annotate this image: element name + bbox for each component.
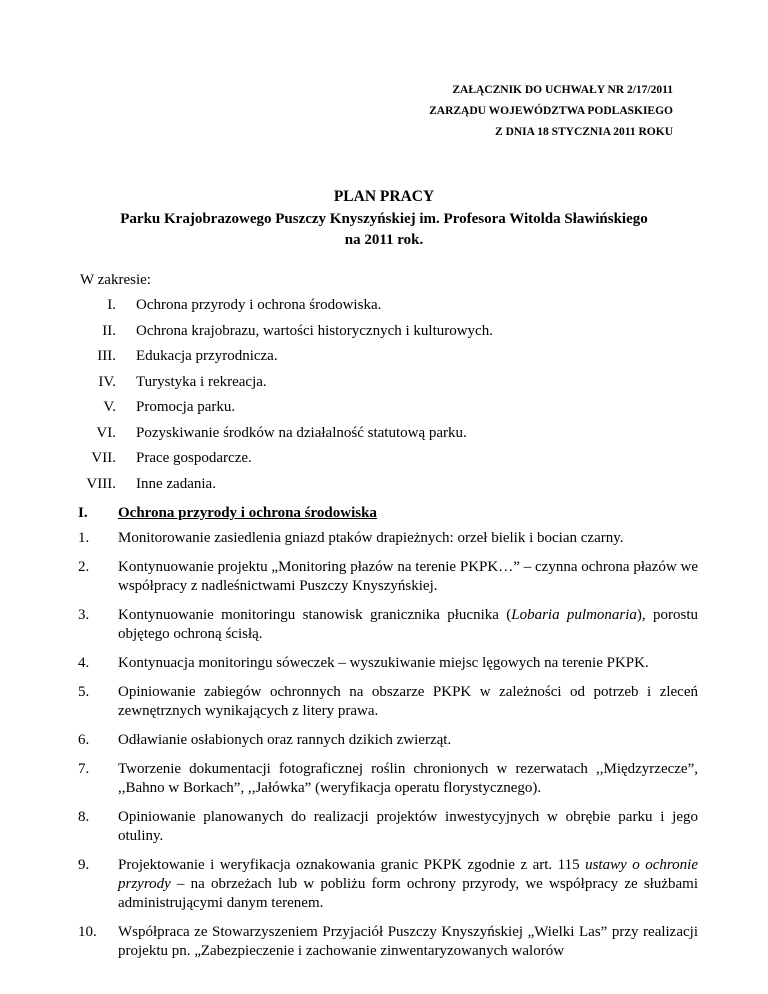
scope-item: [80, 374, 700, 400]
task-number: 10.: [78, 924, 97, 940]
header-line-1: ZAŁĄCZNIK DO UCHWAŁY NR 2/17/2011: [452, 84, 673, 96]
scope-item-number: VII.: [91, 450, 116, 466]
task-text: Monitorowanie zasiedlenia gniazd ptaków drapieżnych: orzeł bielik i bocian czarny.: [118, 530, 624, 546]
task-text-part: – na obrzeżach lub w pobliżu form ochrony przyrody, we współpracy ze służbami administrującymi danym terenem.: [118, 876, 698, 911]
task-number: 4.: [78, 655, 90, 671]
scope-item-number: II.: [102, 322, 116, 339]
task-text: Odławianie osłabionych oraz rannych dzikich zwierząt.: [118, 732, 452, 748]
task-number: 9.: [78, 857, 90, 873]
scope-item: [80, 399, 700, 425]
task-item: [78, 654, 698, 673]
section-number: I.: [78, 505, 88, 521]
scope-item: [80, 348, 700, 374]
scope-item-number: IV.: [98, 373, 116, 390]
scope-item-text: Promocja parku.: [136, 399, 236, 415]
task-item: [78, 760, 698, 798]
task-text-italic: ustawy o ochronie przyrody: [118, 857, 698, 892]
header-line-3: Z DNIA 18 STYCZNIA 2011 ROKU: [495, 126, 673, 138]
task-text: Opiniowanie zabiegów ochronnych na obszarze PKPK w zależności od potrzeb i zleceń zewnętrznych wynikających z litery prawa.: [118, 684, 698, 719]
task-text: Współpraca ze Stowarzyszeniem Przyjaciół Puszczy Knyszyńskiej „Wielki Las” przy realizacji projektu pn. „Zabezpieczenie i zachowanie zinwentaryzowanych walorów: [118, 924, 698, 959]
scope-item-number: III.: [97, 348, 116, 364]
task-number: 8.: [78, 809, 90, 825]
task-item: [78, 683, 698, 721]
task-item: [78, 606, 698, 644]
task-text: Opiniowanie planowanych do realizacji projektów inwestycyjnych w obrębie parku i jego otuliny.: [118, 809, 698, 844]
task-text: Kontynuowanie projektu „Monitoring płazów na terenie PKPK…” – czynna ochrona płazów we współpracy z nadleśnictwami Puszczy Knyszyńskiej.: [118, 559, 698, 594]
section-heading: [78, 505, 698, 529]
task-number: 2.: [78, 559, 90, 575]
scope-item-text: Prace gospodarcze.: [136, 450, 252, 466]
task-item: [78, 808, 698, 846]
task-item: [78, 923, 698, 961]
scope-item-text: Turystyka i rekreacja.: [136, 373, 267, 390]
scope-item-number: I.: [107, 297, 116, 313]
document-subtitle-line-2: na 2011 rok.: [344, 232, 424, 248]
task-item: [78, 731, 698, 750]
scope-item-text: Edukacja przyrodnicza.: [136, 348, 278, 364]
task-text-part: Kontynuowanie monitoringu stanowisk granicznika płucnika (: [118, 607, 512, 623]
task-text: Kontynuacja monitoringu sóweczek – wyszukiwanie miejsc lęgowych na terenie PKPK.: [118, 655, 649, 671]
scope-item: [80, 323, 700, 349]
scope-list: [80, 297, 700, 501]
section-title: Ochrona przyrody i ochrona środowiska: [118, 505, 377, 521]
scope-item: [80, 476, 700, 502]
task-text-italic: Lobaria pulmonaria: [511, 607, 637, 623]
scope-item-text: Ochrona krajobrazu, wartości historycznych i kulturowych.: [136, 322, 493, 339]
document-title: PLAN PRACY: [333, 188, 435, 205]
scope-item-number: VI.: [96, 424, 116, 441]
task-number: 5.: [78, 684, 90, 700]
attachment-header: [429, 80, 673, 143]
task-number: 7.: [78, 761, 90, 777]
task-text-part: Projektowanie i weryfikacja oznakowania granic PKPK zgodnie z art. 115: [118, 857, 586, 873]
document-subtitle-line-1: Parku Krajobrazowego Puszczy Knyszyńskiej im. Profesora Witolda Sławińskiego: [120, 211, 648, 227]
task-number: 1.: [78, 530, 90, 546]
task-item: [78, 529, 698, 548]
task-item: [78, 558, 698, 596]
header-line-2: ZARZĄDU WOJEWÓDZTWA PODLASKIEGO: [429, 105, 673, 117]
task-text-part: ), porostu objętego ochroną ścisłą.: [118, 607, 698, 642]
task-item: [78, 856, 698, 913]
scope-item: [80, 425, 700, 451]
task-text: [118, 856, 698, 913]
scope-intro: W zakresie:: [80, 272, 151, 288]
section-nature-protection: [78, 505, 698, 971]
task-text: [118, 606, 698, 644]
scope-item: [80, 450, 700, 476]
scope-item-number: V.: [103, 399, 116, 415]
scope-item-text: Ochrona przyrody i ochrona środowiska.: [136, 297, 382, 313]
scope-item-text: Pozyskiwanie środków na działalność statutową parku.: [136, 424, 467, 441]
scope-item-text: Inne zadania.: [136, 475, 216, 492]
task-text: Tworzenie dokumentacji fotograficznej roślin chronionych w rezerwatach ,,Międzyrzecze”, ,,Bahno w Borkach”, ,,Jałówka” (weryfikacja operatu florystycznego).: [118, 761, 698, 796]
scope-item: [80, 297, 700, 323]
task-number: 6.: [78, 732, 90, 748]
task-number: 3.: [78, 607, 90, 623]
scope-item-number: VIII.: [86, 475, 116, 492]
